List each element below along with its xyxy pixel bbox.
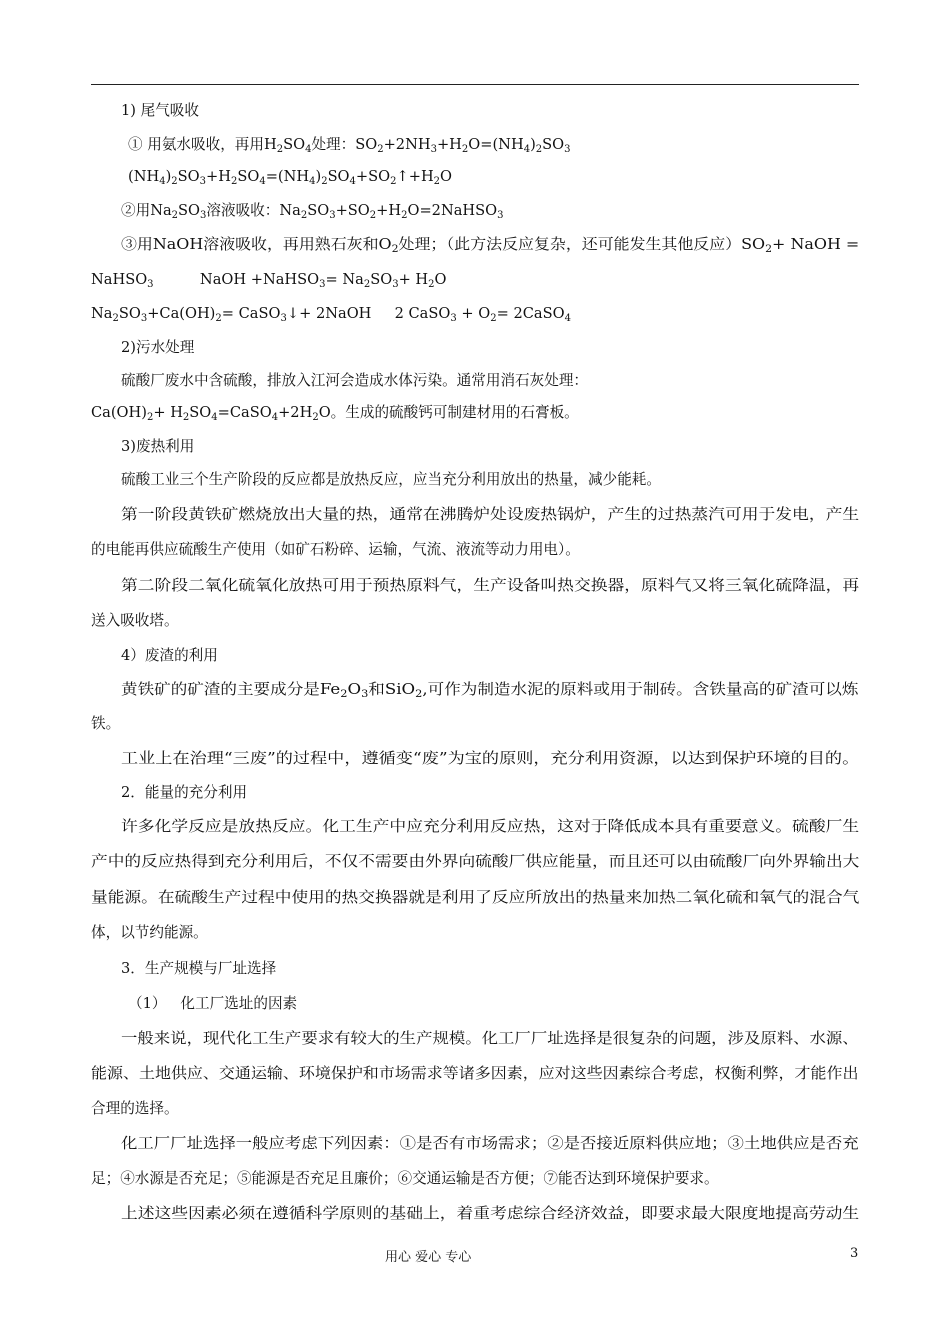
page-number: 3 — [850, 1246, 859, 1261]
body-text-line: 送入吸收塔。 — [91, 612, 179, 629]
body-text-line: 上述这些因素必须在遵循科学原则的基础上，着重考虑综合经济效益，即要求最大限度地提高劳动生 — [121, 1205, 860, 1222]
body-text-line: 体，以节约能源。 — [91, 924, 208, 941]
body-text-line: 铁。 — [91, 715, 121, 732]
body-text-line: 化工厂厂址选择一般应考虑下列因素：①是否有市场需求；②是否接近原料供应地；③土地供应是否充 — [121, 1135, 859, 1152]
equation-line: $Na_2SO_3+Ca(OH)_2=$ CaSO$_3$↓+ 2NaOH 2 CaSO$_3$ + $O_2=$ 2CaSO$_4$ — [91, 305, 571, 324]
header-rule — [91, 84, 859, 85]
footer-slogan: 用心 爱心 专心 — [385, 1250, 472, 1265]
body-text-line: 工业上在治理“三废”的过程中，遵循变“废”为宝的原则，充分利用资源，以达到保护环境的目的。 — [121, 750, 860, 767]
body-text-line: 许多化学反应是放热反应。化工生产中应充分利用反应热，这对于降低成本具有重要意义。硫酸厂生 — [121, 818, 860, 835]
body-text-line: $Ca(OH)_2+$ $H_2SO_4=CaSO_4+2H_2O$。生成的硫酸钙可制建材用的石膏板。 — [91, 404, 579, 423]
body-text-line: 硫酸厂废水中含硫酸，排放入江河会造成水体污染。通常用消石灰处理： — [121, 372, 589, 389]
equation-line: $(NH_4)_2SO_3+H_2SO_4=(NH_4)_2SO_4+SO_2↑+H_2O$ — [128, 168, 453, 187]
body-text-line: 第二阶段二氧化硫氧化放热可用于预热原料气，生产设备叫热交换器，原料气又将三氧化硫降温，再 — [121, 577, 860, 594]
body-text-line: 足；④水源是否充足；⑤能源是否充足且廉价；⑥交通运输是否方便；⑦能否达到环境保护要求。 — [91, 1170, 719, 1187]
body-text-line: 产中的反应热得到充分利用后，不仅不需要由外界向硫酸厂供应能量，而且还可以由硫酸厂向外界输出大 — [91, 853, 860, 870]
body-text-line: 第一阶段黄铁矿燃烧放出大量的热，通常在沸腾炉处设废热锅炉，产生的过热蒸汽可用于发电，产生 — [121, 506, 860, 523]
subsection-heading: （1） 化工厂选址的因素 — [128, 995, 298, 1012]
body-text-line: 的电能再供应硫酸生产使用（如矿石粉碎、运输，气流、液流等动力用电）。 — [91, 541, 580, 558]
equation-line: ① 用氨水吸收，再用$H_2SO_4$处理：$SO_2+2NH_3+H_2O=(NH_4)_2SO_3$ — [128, 136, 571, 155]
body-text-line: 能源、土地供应、交通运输、环境保护和市场需求等诸多因素，应对这些因素综合考虑，权衡利弊，才能作出 — [91, 1065, 859, 1082]
equation-line: NaHSO$_3$ NaOH +NaHSO$_3$= $Na_2SO_3+ H_2O$ — [91, 271, 447, 290]
section-heading: 1) 尾气吸收 — [121, 102, 199, 119]
equation-line: ③用NaOH溶液吸收，再用熟石灰和$O_2$处理；（此方法反应复杂，还可能发生其他反应）$SO_2+$ NaOH = — [121, 236, 860, 255]
body-text-line: 黄铁矿的矿渣的主要成分是$Fe_2O_3$和SiO$_2$,可作为制造水泥的原料或用于制砖。含铁量高的矿渣可以炼 — [121, 681, 859, 700]
body-text-line: 量能源。在硫酸生产过程中使用的热交换器就是利用了反应所放出的热量来加热二氧化硫和氧气的混合气 — [91, 889, 860, 906]
section-heading: 2．能量的充分利用 — [121, 784, 248, 801]
body-text-line: 一般来说，现代化工生产要求有较大的生产规模。化工厂厂址选择是很复杂的问题，涉及原料、水源、 — [121, 1030, 859, 1047]
equation-line: ②用$Na_2SO_3$溶液吸收：$Na_2SO_3+SO_2+H_2O=2NaHSO_3$ — [121, 202, 504, 221]
section-heading: 2)污水处理 — [121, 339, 195, 356]
body-text-line: 硫酸工业三个生产阶段的反应都是放热反应，应当充分利用放出的热量，减少能耗。 — [121, 471, 661, 488]
section-heading: 3．生产规模与厂址选择 — [121, 960, 277, 977]
body-text-line: 合理的选择。 — [91, 1100, 179, 1117]
section-heading: 3)废热利用 — [121, 438, 195, 455]
section-heading: 4）废渣的利用 — [121, 647, 218, 664]
